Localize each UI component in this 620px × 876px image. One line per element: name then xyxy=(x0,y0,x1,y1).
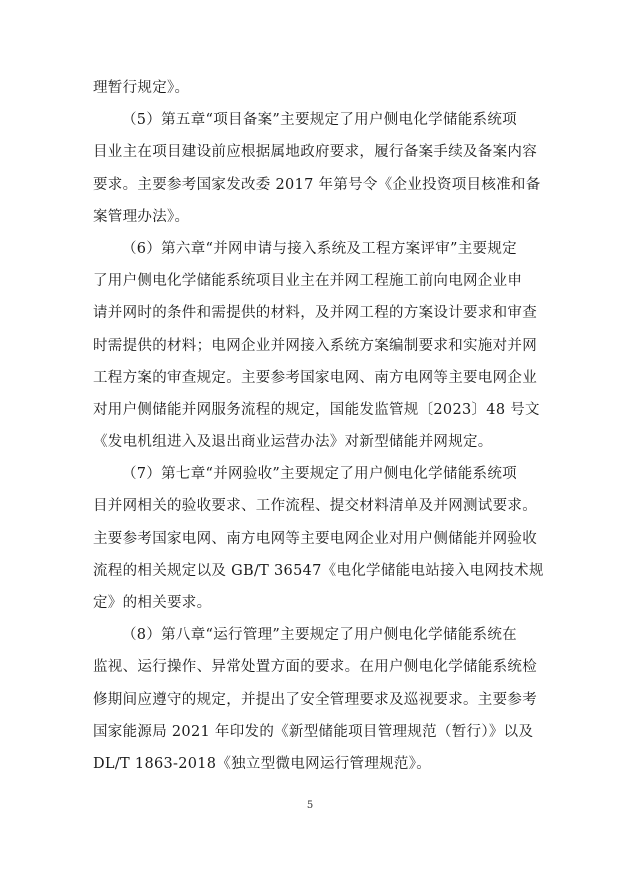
text-line: 请并网时的条件和需提供的材料，及并网工程的方案设计要求和审查 xyxy=(93,305,537,322)
text-line: （5）第五章“项目备案”主要规定了用户侧电化学储能系统项 xyxy=(122,112,517,129)
text-line: 流程的相关规定以及 GB/T 36547《电化学储能电站接入电网技术规 xyxy=(93,562,544,579)
page-number: 5 xyxy=(306,800,314,811)
body-text xyxy=(93,72,544,780)
text-line: 对用户侧储能并网服务流程的规定，国能发监管规〔2023〕48 号文 xyxy=(93,401,540,418)
text-line: 了用户侧电化学储能系统项目业主在并网工程施工前向电网企业申 xyxy=(93,273,523,290)
text-line: 主要参考国家电网、南方电网等主要电网企业对用户侧储能并网验收 xyxy=(93,530,537,547)
text-line: 目业主在项目建设前应根据属地政府要求，履行备案手续及备案内容 xyxy=(93,144,537,161)
text-line: 修期间应遵守的规定，并提出了安全管理要求及巡视要求。主要参考 xyxy=(93,691,537,708)
paragraph-chapter-7 xyxy=(93,458,544,619)
text-line: 目并网相关的验收要求、工作流程、提交材料清单及并网测试要求。 xyxy=(93,498,537,515)
text-line: 监视、运行操作、异常处置方面的要求。在用户侧电化学储能系统检 xyxy=(93,659,537,676)
paragraph-chapter-5 xyxy=(93,104,541,233)
text-line: 定》的相关要求。 xyxy=(93,595,212,611)
text-line: （7）第七章“并网验收”主要规定了用户侧电化学储能系统项 xyxy=(122,466,517,483)
text-line: 案管理办法》。 xyxy=(93,208,190,225)
paragraph-chapter-8 xyxy=(93,619,538,780)
text-line: （6）第六章“并网申请与接入系统及工程方案评审”主要规定 xyxy=(122,240,517,257)
text-line: 要求。主要参考国家发改委 2017 年第号令《企业投资项目核准和备 xyxy=(93,176,541,193)
text-line: 时需提供的材料；电网企业并网接入系统方案编制要求和实施对并网 xyxy=(93,337,537,354)
text-line: （8）第八章“运行管理”主要规定了用户侧电化学储能系统在 xyxy=(122,627,517,644)
text-line: 工程方案的审查规定。主要参考国家电网、南方电网等主要电网企业 xyxy=(93,369,537,386)
text-line: 《发电机组进入及退出商业运营办法》对新型储能并网规定。 xyxy=(93,434,493,451)
paragraph-continuation xyxy=(93,72,538,104)
text-line: DL/T 1863-2018《独立型微电网运行管理规范》。 xyxy=(93,755,432,772)
paragraph-chapter-6 xyxy=(93,233,538,458)
text-line: 国家能源局 2021 年印发的《新型储能项目管理规范（暂行）》以及 xyxy=(93,723,534,740)
text-line: 理暂行规定》。 xyxy=(93,80,190,96)
